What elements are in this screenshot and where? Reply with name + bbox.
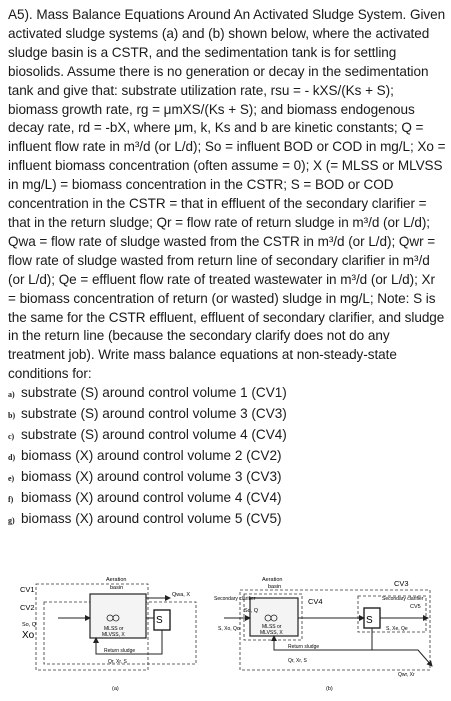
- label-cv2: CV2: [20, 603, 35, 612]
- label-aeration: Aeration: [106, 577, 127, 583]
- caption-b: (b): [326, 686, 333, 692]
- task-marker: c): [8, 431, 15, 441]
- label-waste-flow: Qwa, X: [172, 592, 191, 598]
- label-effluent: S, Xe, Qe: [386, 626, 408, 632]
- task-marker: e): [8, 473, 15, 483]
- label-aeration: Aeration: [262, 577, 283, 583]
- label-clarifier-left: Secondary clarifier: [214, 596, 256, 602]
- task-marker: d): [8, 452, 16, 462]
- label-influent: So, Q: [22, 622, 37, 628]
- task-marker: b): [8, 411, 16, 421]
- label-clarifier-right: Secondary clarifier: [382, 596, 424, 602]
- label-xo: Xo: [22, 630, 35, 641]
- task-text: biomass (X) around control volume 3 (CV3): [21, 468, 282, 484]
- label-cv3: CV3: [394, 579, 409, 588]
- task-item-c: [8, 426, 446, 447]
- label-s: S: [156, 615, 163, 626]
- label-return: Return sludge: [104, 648, 136, 654]
- label-mlvss: MLVSS, X: [260, 630, 283, 636]
- task-item-e: [8, 468, 446, 489]
- figures: [18, 572, 438, 696]
- task-text: substrate (S) around control volume 1 (CV1): [21, 385, 287, 401]
- label-mlvss: MLVSS, X: [102, 632, 125, 638]
- task-marker: a): [8, 390, 15, 400]
- task-item-f: [8, 489, 446, 510]
- waste-line: [372, 650, 432, 666]
- caption-a: (a): [112, 686, 119, 692]
- task-list: [8, 384, 446, 530]
- task-text: substrate (S) around control volume 3 (CV3): [21, 406, 287, 422]
- task-item-b: [8, 405, 446, 426]
- label-influent: So, Q: [244, 608, 259, 614]
- process-diagrams: [18, 572, 438, 696]
- task-item-d: [8, 447, 446, 468]
- label-mid-flow: S, Xo, Qo: [218, 626, 240, 632]
- label-basin: basin: [110, 585, 124, 591]
- task-marker: g): [8, 515, 15, 525]
- figure-a: [20, 577, 196, 692]
- label-cv4: CV4: [308, 597, 323, 606]
- task-text: biomass (X) around control volume 5 (CV5): [21, 510, 282, 526]
- figure-b: [214, 577, 432, 692]
- task-text: biomass (X) around control volume 4 (CV4): [21, 489, 282, 505]
- label-s: S: [366, 615, 373, 626]
- task-marker: f): [8, 494, 14, 504]
- problem-document: [8, 6, 446, 530]
- label-return: Return sludge: [288, 644, 320, 650]
- label-cv1: CV1: [20, 585, 35, 594]
- task-text: substrate (S) around control volume 4 (CV4): [21, 426, 287, 442]
- label-basin: basin: [268, 584, 282, 590]
- label-cv5: CV5: [410, 604, 421, 610]
- problem-statement: A5). Mass Balance Equations Around An Activated Sludge System. Given activated sludge systems (a) and (b) shown below, where the activated sludge basin is a CSTR, and the sedimentation tank is for settling biosolids. Assume there is no generation or decay in the sedimentation tank and give that: substrate utilization rate, rsu = - kXS/(Ks + S); biomass growth rate, rg = μmXS/(Ks + S); and biomass endogenous decay rate, rd = -bX, where μm, k, Ks and b are kinetic constants; Q = influent flow rate in m³/d (or L/d); So = influent BOD or COD in mg/L; Xo = influent biomass concentration (often assume = 0); X (= MLSS or MLVSS in mg/L) = biomass concentration in the CSTR; S = BOD or COD concentration in the CSTR = that in effluent of the secondary clarifier = that in the return sludge; Qr = flow rate of return sludge in m³/d (or L/d); Qwa = flow rate of sludge wasted from the CSTR in m³/d (or L/d); Qwr = flow rate of sludge wasted from return line of secondary clarifier in m³/d (or L/d); Qe = effluent flow rate of treated wastewater in m³/d (or L/d); Xr = biomass concentration of return (or wasted) sludge in mg/L; Note: S is the same for the CSTR effluent, effluent of secondary clarifier, and sludge in the return line (because the secondary clarify does not do any treatment job). Write mass balance equations at non-steady-state conditions for:: [8, 7, 446, 382]
- task-text: biomass (X) around control volume 2 (CV2): [21, 447, 282, 463]
- label-return-flow: Qr, Xr, S: [108, 659, 127, 665]
- label-waste: Qwr, Xr: [398, 672, 415, 678]
- task-item-g: [8, 510, 446, 531]
- task-item-a: [8, 384, 446, 405]
- label-mlss: MLSS or: [262, 624, 282, 630]
- label-mlss: MLSS or: [104, 626, 124, 632]
- label-return-flow: Qr, Xr, S: [288, 658, 307, 664]
